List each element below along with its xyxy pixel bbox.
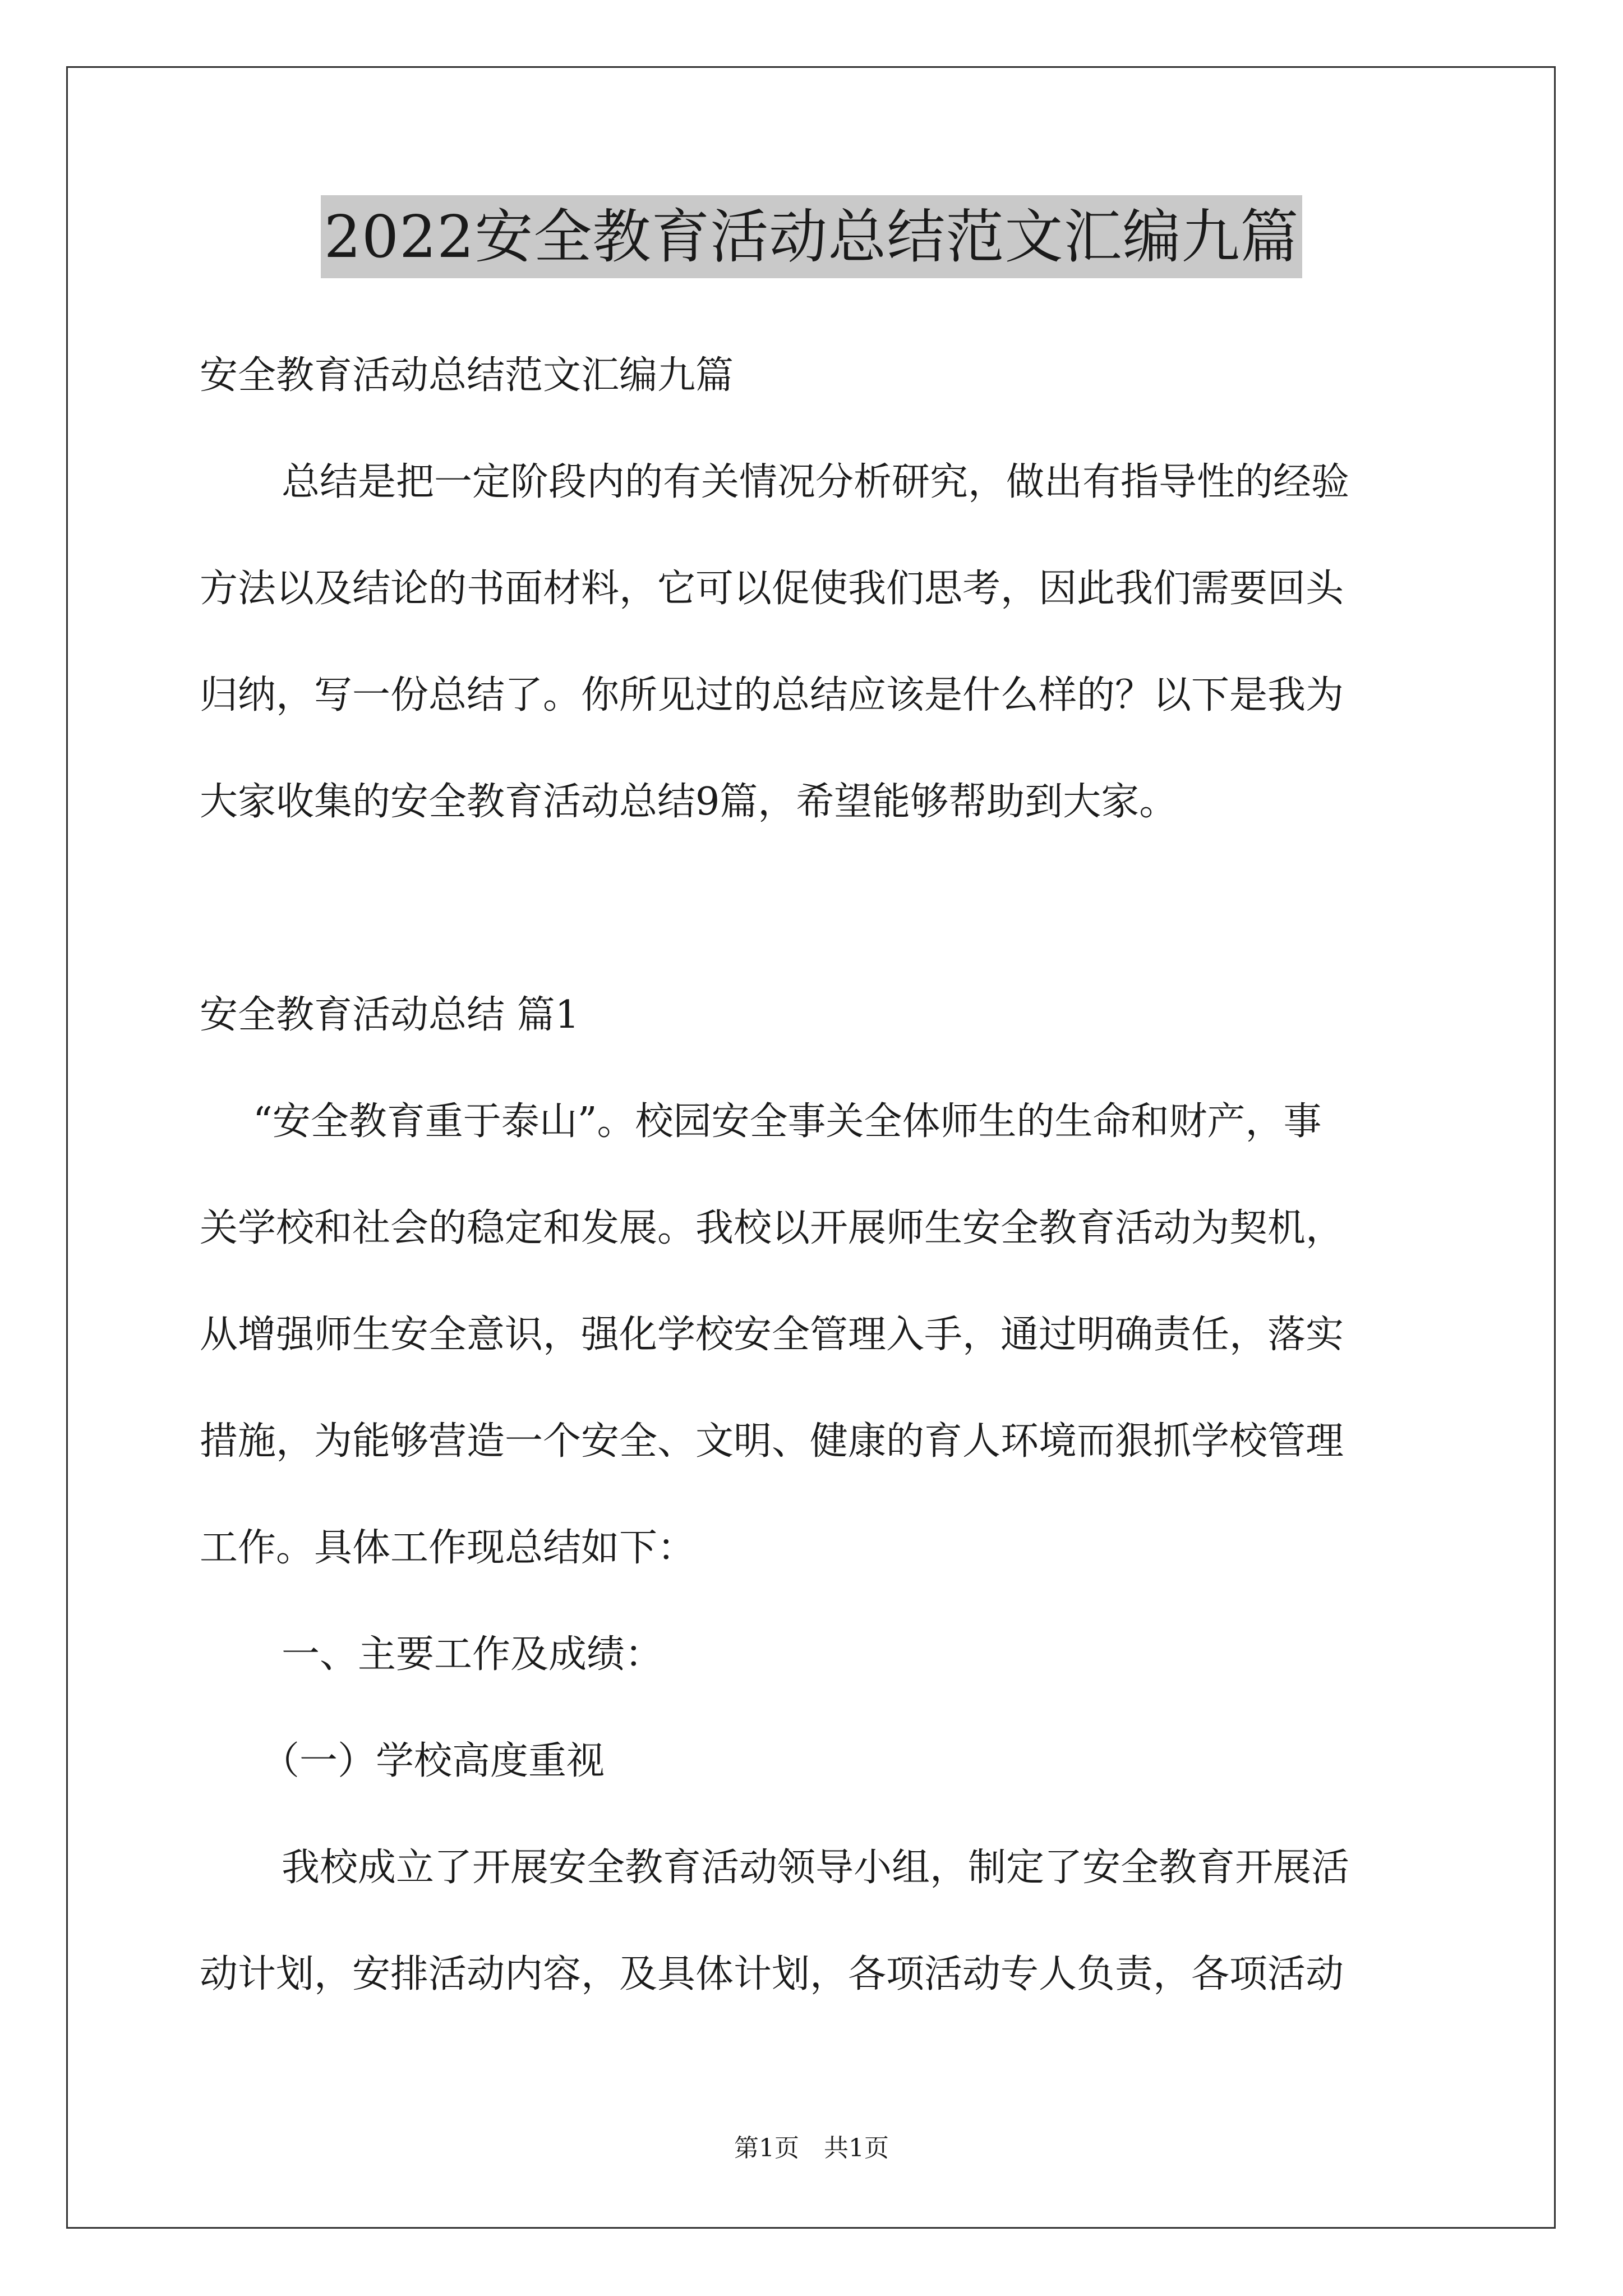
section-line: 我校成立了开展安全教育活动领导小组，制定了安全教育开展活 (282, 1846, 1350, 1890)
subheading: 一、主要工作及成绩： (282, 1632, 663, 1677)
intro-line: 归纳，写一份总结了。你所见过的总结应该是什么样的？以下是我为 (200, 673, 1344, 717)
intro-line: 方法以及结论的书面材料，它可以促使我们思考，因此我们需要回头 (200, 567, 1344, 611)
page-footer: 第1页 共1页 (734, 2134, 889, 2162)
intro-heading: 安全教育活动总结范文汇编九篇 (200, 353, 734, 398)
section-line: 动计划，安排活动内容，及具体计划，各项活动专人负责，各项活动 (200, 1952, 1344, 1996)
section-line: 工作。具体工作现总结如下： (200, 1526, 696, 1570)
subheading: （一）学校高度重视 (261, 1739, 605, 1783)
intro-line: 总结是把一定阶段内的有关情况分析研究，做出有指导性的经验 (282, 460, 1350, 504)
section-gap (200, 872, 1433, 979)
intro-line: 大家收集的安全教育活动总结9篇，希望能够帮助到大家。 (200, 780, 1178, 824)
section-line: “安全教育重于泰山”。校园安全事关全体师生的生命和财产，事 (253, 1099, 1322, 1144)
section-line: 从增强师生安全意识，强化学校安全管理入手，通过明确责任，落实 (200, 1313, 1344, 1357)
title-container (0, 195, 1623, 278)
section-line: 关学校和社会的稳定和发展。我校以开展师生安全教育活动为契机， (200, 1206, 1344, 1250)
document-title: 2022安全教育活动总结范文汇编九篇 (321, 195, 1303, 278)
document-body (200, 339, 1433, 2045)
section-line: 措施，为能够营造一个安全、文明、健康的育人环境而狠抓学校管理 (200, 1419, 1344, 1464)
section-heading: 安全教育活动总结 篇1 (200, 993, 579, 1037)
